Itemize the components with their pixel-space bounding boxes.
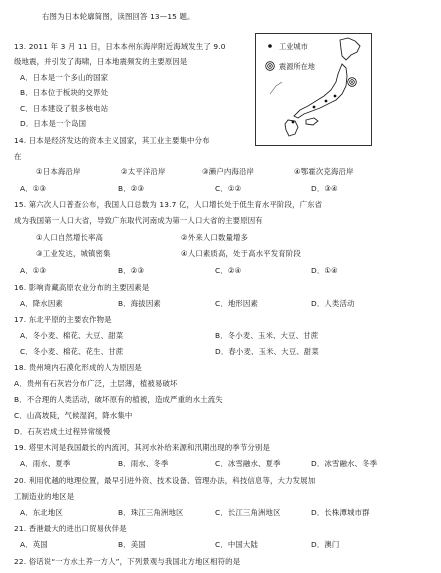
q13-option-c: C．日本建设了很多核电站 bbox=[20, 104, 109, 113]
q21-stem: 21. 香港最大的进出口贸易伙伴是 bbox=[14, 524, 127, 533]
q13-option-b: B．日本位于板块的交界处 bbox=[20, 88, 109, 97]
q14-option-d: D．③④ bbox=[311, 184, 338, 193]
q22-stem: 22. 俗话说“一方水土养一方人”，下列景观与我国北方地区相符的是 bbox=[14, 557, 241, 566]
q20-option-d: D．长株潭城市群 bbox=[311, 508, 370, 517]
q17-option-d: D．春小麦、玉米、大豆、甜菜 bbox=[215, 347, 319, 356]
q15-option-d: D．①④ bbox=[311, 266, 338, 275]
shikoku-island bbox=[306, 118, 318, 125]
city-dot bbox=[334, 95, 337, 98]
q19-stem: 19. 塔里木河是我国最长的内流河，其河水补给来源和汛期出现的季节分别是 bbox=[14, 443, 271, 452]
q18-option-c: C．山高坡陡，气候湿润，降水集中 bbox=[14, 411, 133, 420]
coast-line bbox=[270, 82, 282, 94]
q15-choice-3: ③工业发达，城镇密集 bbox=[36, 249, 111, 258]
q19-option-b: B．雨水、冬季 bbox=[118, 459, 169, 468]
q15-stem-line1: 15. 第六次人口普查公布，我国人口总数为 13.7 亿，人口增长处于低生育水平阶段，广东省 bbox=[14, 200, 323, 209]
q17-option-b: B．冬小麦、玉米、大豆、甘蔗 bbox=[215, 331, 319, 340]
q15-choice-4: ④人口素质高，处于高水平发育阶段 bbox=[181, 249, 301, 258]
q19-option-a: A．雨水、夏季 bbox=[20, 459, 71, 468]
q16-option-a: A．降水因素 bbox=[20, 299, 63, 308]
q20-stem-line2: 工制造业的地区是 bbox=[14, 492, 75, 501]
q14-option-a: A．①③ bbox=[20, 184, 47, 193]
q17-option-a: A．冬小麦、棉花、大豆、甜菜 bbox=[20, 331, 124, 340]
q18-option-a: A．贵州有石灰岩分布广泛，土层薄，植被易破坏 bbox=[14, 379, 178, 388]
japan-outline-map bbox=[255, 33, 372, 146]
q13-option-d: D．日本是一个岛国 bbox=[20, 119, 87, 128]
q15-option-a: A．①③ bbox=[20, 266, 47, 275]
legend-city-label: 工业城市 bbox=[279, 42, 308, 51]
q18-stem: 18. 贵州境内石漠化形成的人为原因是 bbox=[14, 363, 142, 372]
city-dot bbox=[325, 100, 328, 103]
q14-choice-2: ②太平洋沿岸 bbox=[121, 167, 166, 176]
q16-option-b: B．海拔因素 bbox=[118, 299, 161, 308]
q15-choice-1: ①人口自然增长率高 bbox=[36, 233, 104, 242]
city-dot bbox=[292, 121, 295, 124]
q14-stem-line1: 14. 日本是经济发达的资本主义国家，其工业主要集中分布 bbox=[14, 136, 210, 145]
q17-option-c: C．冬小麦、棉花、花生、甘蔗 bbox=[20, 347, 124, 356]
q13-option-a: A．日本是一个多山的国家 bbox=[20, 73, 109, 82]
q20-option-c: C．长江三角洲地区 bbox=[215, 508, 281, 517]
japan-map-figure bbox=[256, 34, 373, 147]
legend-city-dot bbox=[268, 44, 272, 48]
city-dot bbox=[313, 106, 316, 109]
q20-option-b: B．珠江三角洲地区 bbox=[118, 508, 184, 517]
q15-option-b: B．②③ bbox=[118, 266, 145, 275]
hokkaido-island bbox=[340, 38, 360, 60]
q14-stem-line2: 在 bbox=[14, 152, 22, 161]
q20-stem-line1: 20. 利用优越的地理位置，最早引进外资、技术设备、管理办法，科技信息等，大力发展加 bbox=[14, 476, 316, 485]
q17-stem: 17. 东北平原的主要农作物是 bbox=[14, 315, 112, 324]
q21-option-c: C．中国大陆 bbox=[215, 540, 259, 549]
q21-option-a: A．英国 bbox=[20, 540, 48, 549]
q16-stem: 16. 影响青藏高原农业分布的主要因素是 bbox=[14, 283, 150, 292]
q13-stem-line2: 级地震，并引发了海啸，日本地震频发的主要原因是 bbox=[14, 57, 188, 66]
q13-stem-line1: 13. 2011 年 3 月 11 日，日本本州东海岸附近海域发生了 9.0 bbox=[14, 42, 226, 51]
q14-option-b: B．②③ bbox=[118, 184, 145, 193]
q14-choice-3: ③濑户内海沿岸 bbox=[202, 167, 255, 176]
q14-choice-4: ④鄂霍次克海沿岸 bbox=[294, 167, 354, 176]
q19-option-c: C．冰雪融水、夏季 bbox=[215, 459, 281, 468]
q21-option-d: D．澳门 bbox=[311, 540, 340, 549]
q19-option-d: D．冰雪融水、冬季 bbox=[311, 459, 378, 468]
q15-option-c: C．②④ bbox=[215, 266, 242, 275]
intro-text: 右图为日本轮廓简图，读图回答 13—15 题。 bbox=[42, 12, 195, 21]
honshu-island bbox=[294, 64, 347, 118]
q20-option-a: A．东北地区 bbox=[20, 508, 63, 517]
q15-stem-line2: 成为我国第一人口大省，导致广东取代河南成为第一人口大省的主要原因有 bbox=[14, 216, 263, 225]
legend-quake-label: 震源所在地 bbox=[279, 62, 315, 71]
q14-option-c: C．①② bbox=[215, 184, 242, 193]
q18-option-d: D．石灰岩成土过程异常缓慢 bbox=[14, 427, 111, 436]
kyushu-island bbox=[285, 120, 298, 136]
q14-choice-1: ①日本海沿岸 bbox=[36, 167, 81, 176]
q15-choice-2: ②外来人口数量增多 bbox=[181, 233, 249, 242]
q18-option-b: B．不合理的人类活动，破坏原有的植被，造成严重的水土流失 bbox=[14, 395, 223, 404]
q21-option-b: B．美国 bbox=[118, 540, 146, 549]
q16-option-c: C．地形因素 bbox=[215, 299, 259, 308]
q16-option-d: D．人类活动 bbox=[311, 299, 355, 308]
